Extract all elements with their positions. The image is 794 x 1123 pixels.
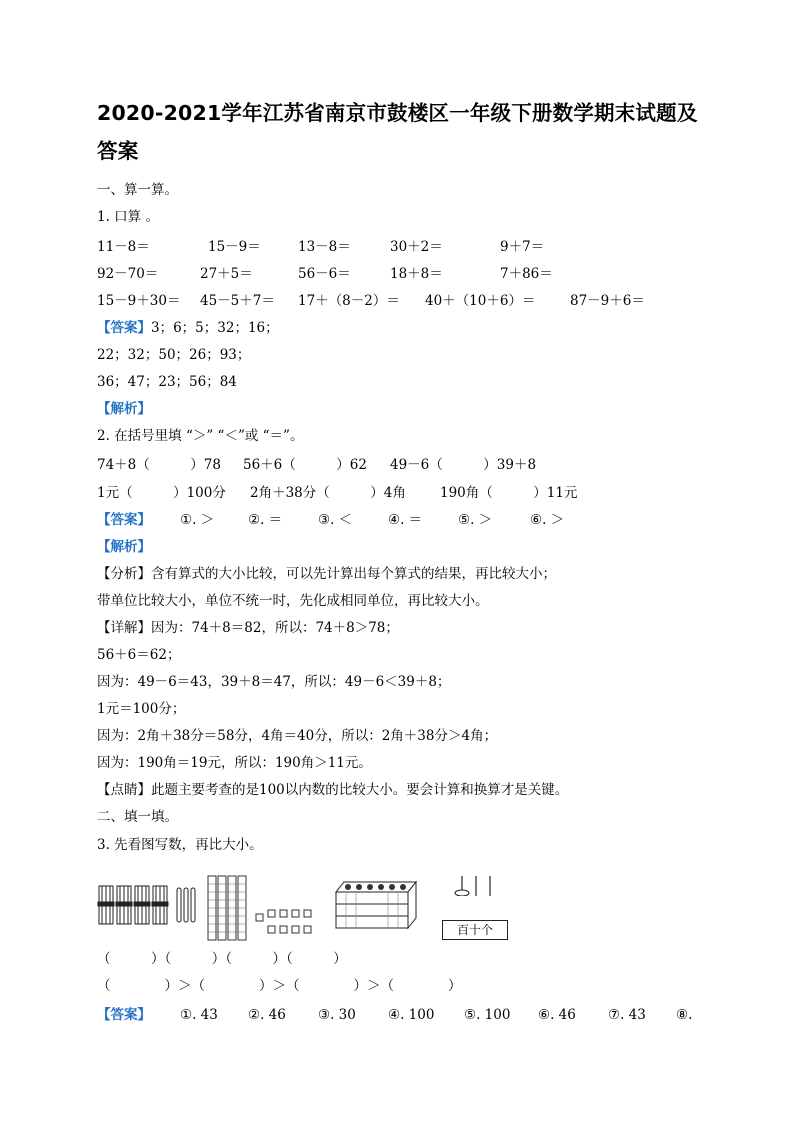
q2-analysis-line: 带单位比较大小，单位不统一时，先化成相同单位，再比较大小。	[97, 593, 489, 609]
q2-answer: ③. ＜	[318, 512, 353, 528]
q2-analysis-line: 1元＝100分；	[97, 701, 186, 717]
q2-analysis-line: 【分析】含有算式的大小比较，可以先计算出每个算式的结果，再比较大小；	[97, 566, 556, 582]
section-heading-1: 一、算一算。	[97, 182, 178, 198]
q2-answer: ④. ＝	[388, 512, 423, 528]
q1-problem: 17＋（8－2）＝	[298, 293, 400, 309]
q3-answer-tag: 【答案】	[97, 1007, 151, 1023]
q2-answer: ①. ＞	[180, 512, 215, 528]
q2-item: 56＋6（ ）62	[243, 457, 367, 473]
question-3-label: 3. 先看图写数，再比大小。	[97, 837, 263, 853]
q2-analysis-line: 56＋6＝62；	[97, 647, 181, 663]
q1-problem: 11－8＝	[97, 239, 150, 255]
abacus-rods-figure	[440, 876, 510, 896]
question-2-label: 2. 在括号里填 “＞” “＜”或 “＝”。	[97, 428, 304, 444]
bundles-of-sticks-figure	[97, 882, 197, 928]
q2-answer-tag: 【答案】	[97, 512, 151, 528]
abacus-place-label: 百十个	[442, 920, 508, 940]
q2-answer: ⑥. ＞	[530, 512, 565, 528]
q1-problem: 87－9＋6＝	[570, 293, 645, 309]
q2-analysis-tag: 【解析】	[97, 539, 151, 555]
q2-analysis-line: 【详解】因为：74＋8＝82，所以：74＋8＞78；	[97, 620, 399, 636]
document-title: 2020-2021学年江苏省南京市鼓楼区一年级下册数学期末试题及答案	[97, 101, 698, 163]
answer-tag: 【答案】	[97, 320, 151, 336]
answer-text: 3；6；5；32；16；	[151, 320, 279, 336]
q1-problem: 27＋5＝	[200, 266, 253, 282]
q3-answer: ①. 43	[180, 1007, 218, 1023]
q2-analysis-line: 【点睛】此题主要考查的是100以内数的比较大小。要会计算和换算才是关键。	[97, 782, 569, 798]
q3-answer: ④. 100	[388, 1007, 435, 1023]
q1-problem: 45－5＋7＝	[200, 293, 275, 309]
q2-item: 190角（ ）11元	[440, 485, 578, 501]
q1-answer-line	[97, 319, 279, 337]
q1-answer-line: 36；47；23；56；84	[97, 374, 237, 390]
q1-problem: 30＋2＝	[390, 239, 443, 255]
q3-compare-row: （ ）＞（ ）＞（ ）＞（ ）	[97, 978, 462, 994]
q1-problem: 9＋7＝	[500, 239, 545, 255]
q3-answer: ⑥. 46	[538, 1007, 576, 1023]
q2-item: 74＋8（ ）78	[97, 457, 221, 473]
q2-analysis-line: 因为：2角＋38分＝58分，4角＝40分，所以：2角＋38分＞4角；	[97, 728, 498, 744]
q1-problem: 18＋8＝	[390, 266, 443, 282]
q1-problem: 13－8＝	[298, 239, 351, 255]
base-ten-blocks-figure	[206, 874, 318, 942]
q1-analysis-tag: 【解析】	[97, 401, 151, 417]
q3-answer: ②. 46	[248, 1007, 286, 1023]
q1-problem: 92－70＝	[97, 266, 159, 282]
q2-analysis-line: 因为：49－6＝43，39＋8＝47，所以：49－6＜39＋8；	[97, 674, 451, 690]
q2-item: 1元（ ）100分	[97, 485, 226, 501]
q2-answer: ⑤. ＞	[458, 512, 493, 528]
question-1-label: 1. 口算 。	[97, 209, 159, 225]
q3-answer: ⑦. 43	[608, 1007, 646, 1023]
q1-problem: 7＋86＝	[500, 266, 553, 282]
q1-answer-line: 22；32；50；26；93；	[97, 347, 251, 363]
q2-item: 49－6（ ）39＋8	[390, 457, 537, 473]
q3-answer: ⑧.	[676, 1007, 693, 1023]
q2-item: 2角＋38分（ ）4角	[250, 485, 406, 501]
q2-analysis-line: 因为：190角＝19元，所以：190角＞11元。	[97, 755, 372, 771]
q3-blanks-row: （ ）（ ）（ ）（ ）	[97, 951, 347, 967]
q3-answer: ③. 30	[318, 1007, 356, 1023]
q1-problem: 56－6＝	[298, 266, 351, 282]
section-heading-2: 二、填一填。	[97, 809, 178, 825]
q1-problem: 40＋（10＋6）＝	[425, 293, 536, 309]
q1-problem: 15－9＝	[208, 239, 261, 255]
stacked-tens-blocks-figure	[332, 878, 418, 940]
q2-answer: ②. ＝	[248, 512, 283, 528]
q1-problem: 15－9＋30＝	[97, 293, 181, 309]
q3-answer: ⑤. 100	[464, 1007, 511, 1023]
